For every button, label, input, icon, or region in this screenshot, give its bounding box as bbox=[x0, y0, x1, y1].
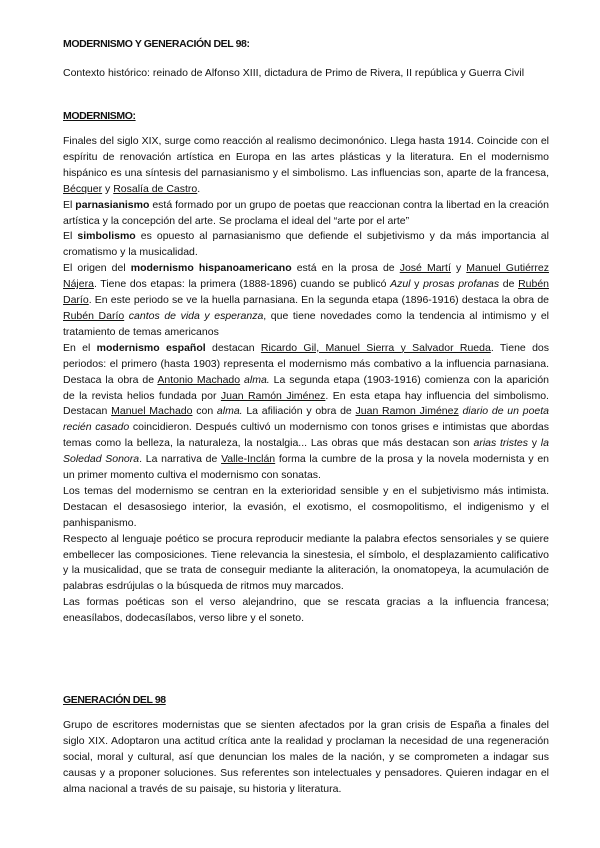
context-text: Contexto histórico: reinado de Alfonso XIII, dictadura de Primo de Rivera, II república y Guerra Civil bbox=[63, 67, 525, 79]
work-cantos: cantos de vida y esperanza bbox=[128, 309, 264, 322]
work-alma: alma. bbox=[244, 373, 270, 386]
paragraph-g98: Grupo de escritores modernistas que se sienten afectados por la gran crisis de España a finales del siglo XIX. Adoptaron una actitud crítica ante la realidad y proclaman la necesidad de una regeneración social, moral y cultural, así que denuncian los males de la nación, y se comprometen a indagar sus causas y a proponer soluciones. Sus referentes son intelectuales y pensadores. Quieren indagar en el alma nacional a través de su paisaje, su historia y literatura. bbox=[63, 719, 549, 795]
paragraph-origins: Finales del siglo XIX, surge como reacción al realismo decimonónico. Llega hasta 1914. Coincide con el espíritu de renovación artística en Europa en las artes plásticas y la literatura. En el modernismo hispánico es una síntesis del parnasianismo y el simbolismo. Las influencias son, aparte de la francesa, Bécquer y Rosalía de Castro. bbox=[63, 135, 549, 195]
author-becquer: Bécquer bbox=[63, 182, 103, 195]
term-simbolismo: simbolismo bbox=[77, 230, 136, 243]
paragraph-temas: Los temas del modernismo se centran en la exterioridad sensible y en el subjetivismo más intimista. Destacan el desasosiego interior, la evasión, el exotismo, el cosmopolitismo, el indigenismo y el panhispanismo. bbox=[63, 484, 549, 529]
section-heading-g98: GENERACIÓN DEL 98 bbox=[63, 694, 166, 706]
author-marti: José Martí bbox=[399, 262, 451, 275]
section-heading-modernismo: MODERNISMO: bbox=[63, 110, 136, 122]
g98-section bbox=[63, 718, 549, 798]
work-azul: Azul bbox=[390, 278, 411, 291]
work-alma: alma. bbox=[216, 405, 243, 418]
author-rosalia: Rosalía de Castro bbox=[113, 182, 198, 195]
term-parnasianismo: parnasianismo bbox=[75, 198, 150, 211]
modernismo-section bbox=[63, 134, 549, 627]
context-paragraph bbox=[63, 66, 549, 82]
work-diario: diario de un poeta recién casado bbox=[63, 405, 550, 434]
paragraph-simbolismo: El simbolismo es opuesto al parnasianismo que defiende el subjetivismo y da más importancia al cromatismo y la musicalidad. bbox=[63, 230, 549, 259]
paragraph-parnasianismo: El parnasianismo está formado por un grupo de poetas que reaccionan contra la libertad en la creación artística y la concepción del arte. Se proclama el ideal del “arte por el arte” bbox=[63, 198, 549, 227]
author-dario: Rubén Darío bbox=[63, 278, 550, 307]
paragraph-lenguaje: Respecto al lenguaje poético se procura reproducir mediante la palabra efectos sensoriales y se quiere embellecer las composiciones. Tiene relevancia la sinestesia, el símbolo, el desplazamiento calificativo y la musicalidad, que se trata de conseguir mediante la aliteración, la onomatopeya, la acumulación de palabras esdrújulas o la búsqueda de ritmos muy marcados. bbox=[63, 532, 549, 593]
author-jrj: Juan Ramon Jiménez bbox=[355, 405, 459, 418]
author-najera: Manuel Gutiérrez Nájera bbox=[63, 262, 549, 291]
author-valle-inclan: Valle-Inclán bbox=[221, 453, 276, 466]
paragraph-espanol: En el modernismo español destacan Ricardo Gil, Manuel Sierra y Salvador Rueda. Tiene dos periodos: el primero (hasta 1903) representa el modernismo más combativo a la influencia parnasiana. Destaca la obra de Antonio Machado alma. La segunda etapa (1903-1916) comienza con la aparición de la revista helios fundada por Juan Ramón Jiménez. En esta etapa hay influencia del simbolismo. Destacan Manuel Machado con alma. La afiliación y obra de Juan Ramon Jiménez diario de un poeta recién casado coincidieron. Después cultivó un modernismo con tonos grises e intimistas que abordas temas como la belleza, la naturaleza, la nostalgia... Las obras que más destacan son arias tristes y la Soledad Sonora. La narrativa de Valle-Inclán forma la cumbre de la prosa y la novela modernista y en un primer momento cultiva el modernismo con sonatas. bbox=[63, 341, 550, 482]
author-jrj: Juan Ramón Jiménez bbox=[220, 389, 326, 402]
work-prosas-profanas: prosas profanas bbox=[423, 278, 500, 291]
paragraph-hispanoamericano: El origen del modernismo hispanoamericano está en la prosa de José Martí y Manuel Gutiérrez Nájera. Tiene dos etapas: la primera (1888-1896) cuando se publicó Azul y prosas profanas de Rubén Darío. En este periodo se ve la huella parnasiana. En la segunda etapa (1896-1916) destaca la obra de Rubén Darío cantos de vida y esperanza, que tiene novedades como la tendencia al intimismo y el tratamiento de temas americanos bbox=[63, 262, 550, 338]
term-hispanoamericano: modernismo hispanoamericano bbox=[130, 262, 292, 275]
author-dario: Rubén Darío bbox=[63, 309, 125, 322]
author-antonio-machado: Antonio Machado bbox=[157, 373, 241, 386]
authors-gil-sierra-rueda: Ricardo Gil, Manuel Sierra y Salvador Rueda bbox=[260, 341, 491, 354]
paragraph-formas: Las formas poéticas son el verso alejandrino, que se rescata gracias a la influencia francesa; eneasílabos, dodecasílabos, verso libre y el soneto. bbox=[63, 596, 549, 625]
document-title: MODERNISMO Y GENERACIÓN DEL 98: bbox=[63, 38, 250, 50]
term-modernismo-espanol: modernismo español bbox=[96, 341, 206, 354]
work-soledad-sonora: la Soledad Sonora bbox=[63, 437, 549, 466]
author-manuel-machado: Manuel Machado bbox=[111, 405, 193, 418]
work-arias-tristes: arias tristes bbox=[473, 437, 529, 450]
